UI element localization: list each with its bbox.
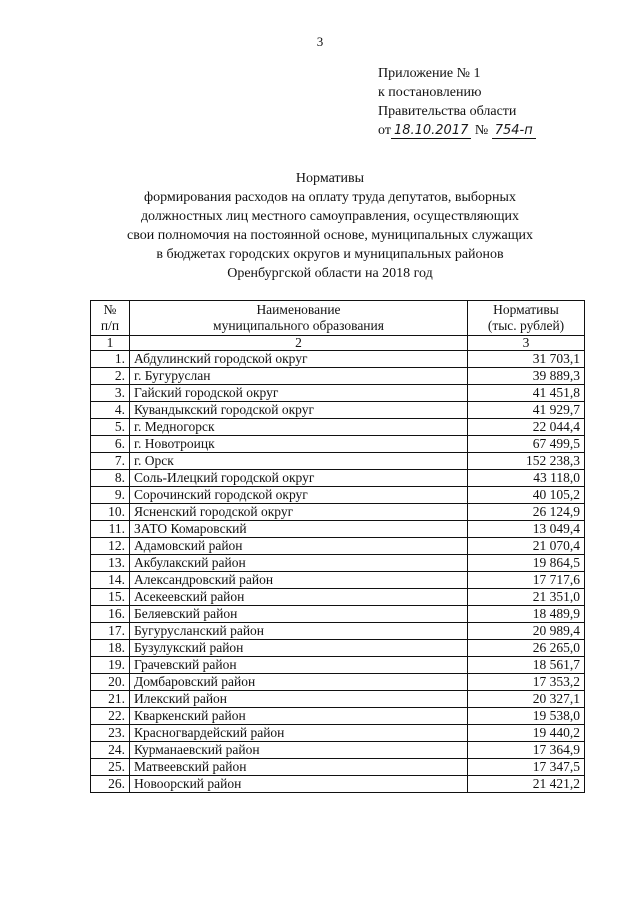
row-municipality-name: Новоорский район: [130, 776, 468, 793]
column-numbering-row: [91, 336, 585, 351]
row-number: 21.: [91, 691, 130, 708]
row-municipality-name: г. Орск: [130, 453, 468, 470]
row-norm-value: 152 238,3: [468, 453, 585, 470]
row-municipality-name: Илекский район: [130, 691, 468, 708]
table-row: [91, 640, 585, 657]
appendix-to-resolution: к постановлению: [378, 85, 482, 100]
table-row: [91, 453, 585, 470]
column-number: 2: [130, 336, 468, 351]
table-row: [91, 657, 585, 674]
row-number: 17.: [91, 623, 130, 640]
row-number: 16.: [91, 606, 130, 623]
table-row: [91, 708, 585, 725]
row-number: 23.: [91, 725, 130, 742]
row-number: 19.: [91, 657, 130, 674]
row-municipality-name: Сорочинский городской округ: [130, 487, 468, 504]
row-norm-value: 17 364,9: [468, 742, 585, 759]
row-norm-value: 19 538,0: [468, 708, 585, 725]
row-municipality-name: Соль-Илецкий городской округ: [130, 470, 468, 487]
column-number: 3: [468, 336, 585, 351]
row-norm-value: 13 049,4: [468, 521, 585, 538]
row-number: 25.: [91, 759, 130, 776]
table-row: [91, 521, 585, 538]
row-number: 26.: [91, 776, 130, 793]
row-norm-value: 26 265,0: [468, 640, 585, 657]
row-norm-value: 39 889,3: [468, 368, 585, 385]
row-municipality-name: Беляевский район: [130, 606, 468, 623]
row-number: 10.: [91, 504, 130, 521]
header-name-line1: Наименование: [256, 302, 341, 317]
row-norm-value: 17 347,5: [468, 759, 585, 776]
row-municipality-name: Красногвардейский район: [130, 725, 468, 742]
table-header-row: [91, 301, 585, 336]
table-row: [91, 555, 585, 572]
table-row: [91, 419, 585, 436]
row-municipality-name: Бузулукский район: [130, 640, 468, 657]
row-norm-value: 19 864,5: [468, 555, 585, 572]
appendix-authority: Правительства области: [378, 104, 517, 119]
row-municipality-name: г. Медногорск: [130, 419, 468, 436]
row-number: 2.: [91, 368, 130, 385]
row-norm-value: 22 044,4: [468, 419, 585, 436]
table-row: [91, 470, 585, 487]
row-municipality-name: Курманаевский район: [130, 742, 468, 759]
appendix-date-number: [378, 121, 536, 140]
header-value: [468, 301, 585, 336]
title-line: формирования расходов на оплату труда депутатов, выборных: [144, 190, 516, 205]
number-prefix: №: [474, 123, 489, 138]
table-row: [91, 623, 585, 640]
row-number: 5.: [91, 419, 130, 436]
row-municipality-name: Грачевский район: [130, 657, 468, 674]
header-value-line1: Нормативы: [493, 302, 559, 317]
row-municipality-name: Бугурусланский район: [130, 623, 468, 640]
row-municipality-name: Гайский городской округ: [130, 385, 468, 402]
row-number: 13.: [91, 555, 130, 572]
row-number: 11.: [91, 521, 130, 538]
table-row: [91, 402, 585, 419]
table-row: [91, 504, 585, 521]
table-row: [91, 674, 585, 691]
row-municipality-name: Домбаровский район: [130, 674, 468, 691]
row-norm-value: 41 451,8: [468, 385, 585, 402]
table-row: [91, 606, 585, 623]
table-row: [91, 538, 585, 555]
row-number: 3.: [91, 385, 130, 402]
handwritten-date: 18.10.2017: [391, 123, 471, 139]
row-norm-value: 26 124,9: [468, 504, 585, 521]
header-number: [91, 301, 130, 336]
row-norm-value: 19 440,2: [468, 725, 585, 742]
handwritten-number: 754-п: [492, 123, 536, 139]
row-norm-value: 31 703,1: [468, 351, 585, 368]
row-municipality-name: Ясненский городской округ: [130, 504, 468, 521]
row-number: 20.: [91, 674, 130, 691]
row-norm-value: 17 717,6: [468, 572, 585, 589]
table-row: [91, 691, 585, 708]
table-row: [91, 759, 585, 776]
row-municipality-name: Александровский район: [130, 572, 468, 589]
row-number: 9.: [91, 487, 130, 504]
row-municipality-name: Асекеевский район: [130, 589, 468, 606]
header-number-line1: №: [103, 302, 117, 317]
table-row: [91, 368, 585, 385]
row-norm-value: 43 118,0: [468, 470, 585, 487]
row-norm-value: 21 070,4: [468, 538, 585, 555]
table-row: [91, 572, 585, 589]
row-municipality-name: ЗАТО Комаровский: [130, 521, 468, 538]
row-norm-value: 18 489,9: [468, 606, 585, 623]
row-number: 18.: [91, 640, 130, 657]
row-number: 15.: [91, 589, 130, 606]
title-line: Нормативы: [295, 171, 365, 186]
row-norm-value: 21 351,0: [468, 589, 585, 606]
row-norm-value: 21 421,2: [468, 776, 585, 793]
row-norm-value: 40 105,2: [468, 487, 585, 504]
header-name: [130, 301, 468, 336]
row-number: 4.: [91, 402, 130, 419]
row-number: 12.: [91, 538, 130, 555]
row-norm-value: 67 499,5: [468, 436, 585, 453]
header-name-line2: муниципального образования: [213, 318, 384, 333]
norms-table: [90, 300, 585, 793]
title-line: свои полномочия на постоянной основе, муниципальных служащих: [127, 228, 533, 243]
row-number: 14.: [91, 572, 130, 589]
table-row: [91, 487, 585, 504]
row-norm-value: 17 353,2: [468, 674, 585, 691]
table-row: [91, 436, 585, 453]
appendix-title: Приложение № 1: [378, 66, 481, 81]
row-number: 22.: [91, 708, 130, 725]
row-municipality-name: Акбулакский район: [130, 555, 468, 572]
page-number: 3: [316, 34, 324, 49]
table-row: [91, 351, 585, 368]
row-number: 6.: [91, 436, 130, 453]
row-municipality-name: г. Новотроицк: [130, 436, 468, 453]
row-municipality-name: Адамовский район: [130, 538, 468, 555]
row-municipality-name: Матвеевский район: [130, 759, 468, 776]
table-row: [91, 385, 585, 402]
row-municipality-name: Кваркенский район: [130, 708, 468, 725]
title-line: Оренбургской области на 2018 год: [227, 266, 433, 281]
title-line: должностных лиц местного самоуправления, осуществляющих: [140, 209, 520, 224]
row-municipality-name: Абдулинский городской округ: [130, 351, 468, 368]
column-number: 1: [91, 336, 130, 351]
row-norm-value: 20 327,1: [468, 691, 585, 708]
date-prefix: от: [378, 123, 391, 138]
row-number: 7.: [91, 453, 130, 470]
appendix-reference: [378, 64, 536, 140]
row-norm-value: 18 561,7: [468, 657, 585, 674]
title-line: в бюджетах городских округов и муниципальных районов: [156, 247, 504, 262]
header-number-line2: п/п: [100, 318, 120, 333]
row-number: 1.: [91, 351, 130, 368]
row-number: 8.: [91, 470, 130, 487]
row-norm-value: 20 989,4: [468, 623, 585, 640]
table-row: [91, 725, 585, 742]
row-norm-value: 41 929,7: [468, 402, 585, 419]
header-value-line2: (тыс. рублей): [487, 318, 565, 333]
row-municipality-name: Кувандыкский городской округ: [130, 402, 468, 419]
document-title: [60, 169, 600, 283]
row-municipality-name: г. Бугуруслан: [130, 368, 468, 385]
row-number: 24.: [91, 742, 130, 759]
table-row: [91, 776, 585, 793]
table-row: [91, 742, 585, 759]
table-row: [91, 589, 585, 606]
